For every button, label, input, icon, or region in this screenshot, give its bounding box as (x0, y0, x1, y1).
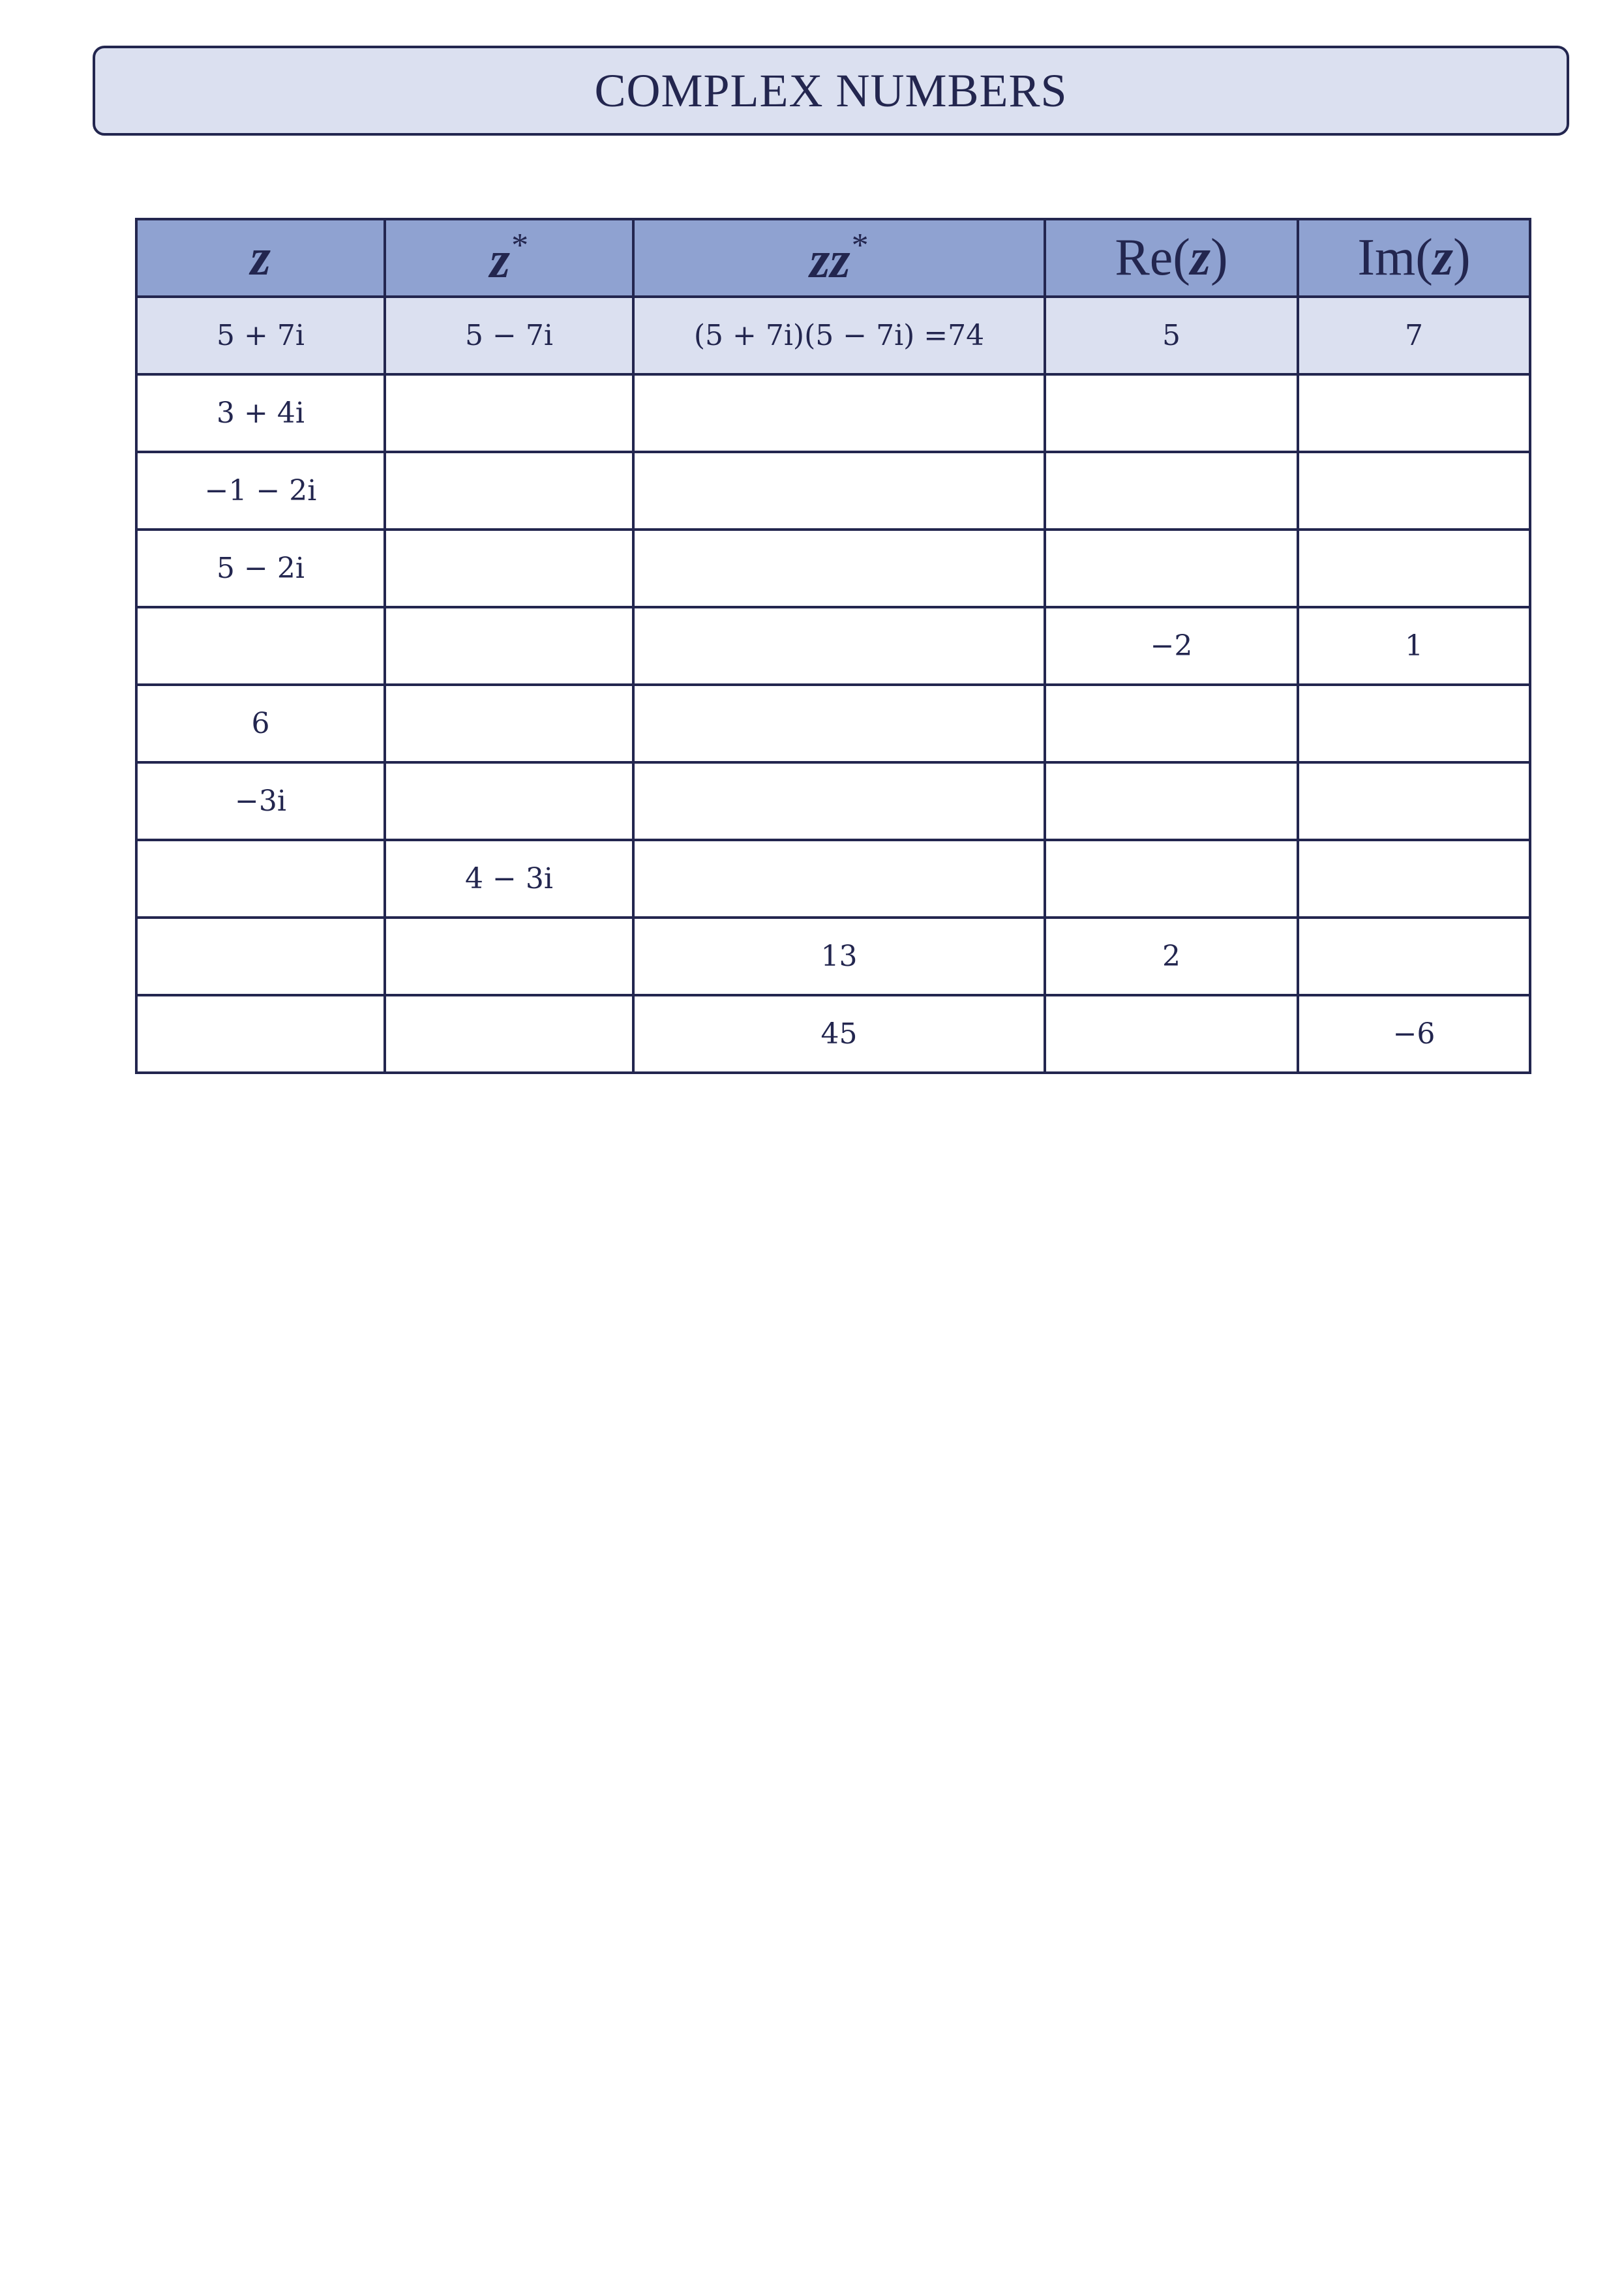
table-cell (385, 995, 633, 1073)
table-cell (1298, 374, 1530, 452)
header-z-conjugate: z* (385, 219, 633, 297)
table-cell: 5 + 7i (136, 297, 385, 374)
table-cell (1045, 374, 1298, 452)
table-cell: 5 (1045, 297, 1298, 374)
table-cell (1298, 918, 1530, 995)
table-row (136, 762, 1530, 840)
header-imaginary-part: Im(z) (1298, 219, 1530, 297)
table-cell: 45 (633, 995, 1045, 1073)
table-cell: 3 + 4i (136, 374, 385, 452)
table-cell: 6 (136, 685, 385, 762)
table-row (136, 530, 1530, 607)
table-cell (1045, 530, 1298, 607)
header-row (136, 219, 1530, 297)
table-cell (633, 607, 1045, 685)
table-cell (1045, 762, 1298, 840)
table-cell (1298, 452, 1530, 530)
table-cell: −6 (1298, 995, 1530, 1073)
table-cell: 7 (1298, 297, 1530, 374)
header-real-part: Re(z) (1045, 219, 1298, 297)
table-cell (385, 452, 633, 530)
title-banner (93, 46, 1569, 136)
table-cell (385, 530, 633, 607)
table-cell: −2 (1045, 607, 1298, 685)
table-cell: 1 (1298, 607, 1530, 685)
table-row (136, 685, 1530, 762)
table-cell (136, 840, 385, 918)
table-cell (633, 530, 1045, 607)
table-cell (633, 685, 1045, 762)
table-cell (385, 685, 633, 762)
table-cell (385, 918, 633, 995)
table-cell (385, 762, 633, 840)
table-row (136, 374, 1530, 452)
example-row (136, 297, 1530, 374)
table-cell (1045, 995, 1298, 1073)
table-cell: (5 + 7i)(5 − 7i) =74 (633, 297, 1045, 374)
table-cell (1298, 762, 1530, 840)
table-cell: 5 − 7i (385, 297, 633, 374)
page-title: COMPLEX NUMBERS (594, 64, 1068, 117)
header-z-times-conjugate: zz* (633, 219, 1045, 297)
table-row (136, 607, 1530, 685)
table-cell (1045, 840, 1298, 918)
header-z: z (136, 219, 385, 297)
table-cell: −3i (136, 762, 385, 840)
table-cell (1298, 530, 1530, 607)
table-cell (1298, 840, 1530, 918)
table-cell: −1 − 2i (136, 452, 385, 530)
table-cell (136, 918, 385, 995)
table-cell (1298, 685, 1530, 762)
table-cell (1045, 452, 1298, 530)
table-cell (633, 840, 1045, 918)
table-cell (633, 374, 1045, 452)
table-cell (385, 607, 633, 685)
table-cell: 5 − 2i (136, 530, 385, 607)
table-cell: 13 (633, 918, 1045, 995)
table-row (136, 918, 1530, 995)
table-cell: 2 (1045, 918, 1298, 995)
table-cell (136, 995, 385, 1073)
table-cell (633, 452, 1045, 530)
table-row (136, 995, 1530, 1073)
table-cell: 4 − 3i (385, 840, 633, 918)
table-cell (1045, 685, 1298, 762)
table-row (136, 452, 1530, 530)
table-cell (136, 607, 385, 685)
complex-numbers-table (135, 218, 1531, 1074)
table-cell (633, 762, 1045, 840)
table-cell (385, 374, 633, 452)
table-row (136, 840, 1530, 918)
